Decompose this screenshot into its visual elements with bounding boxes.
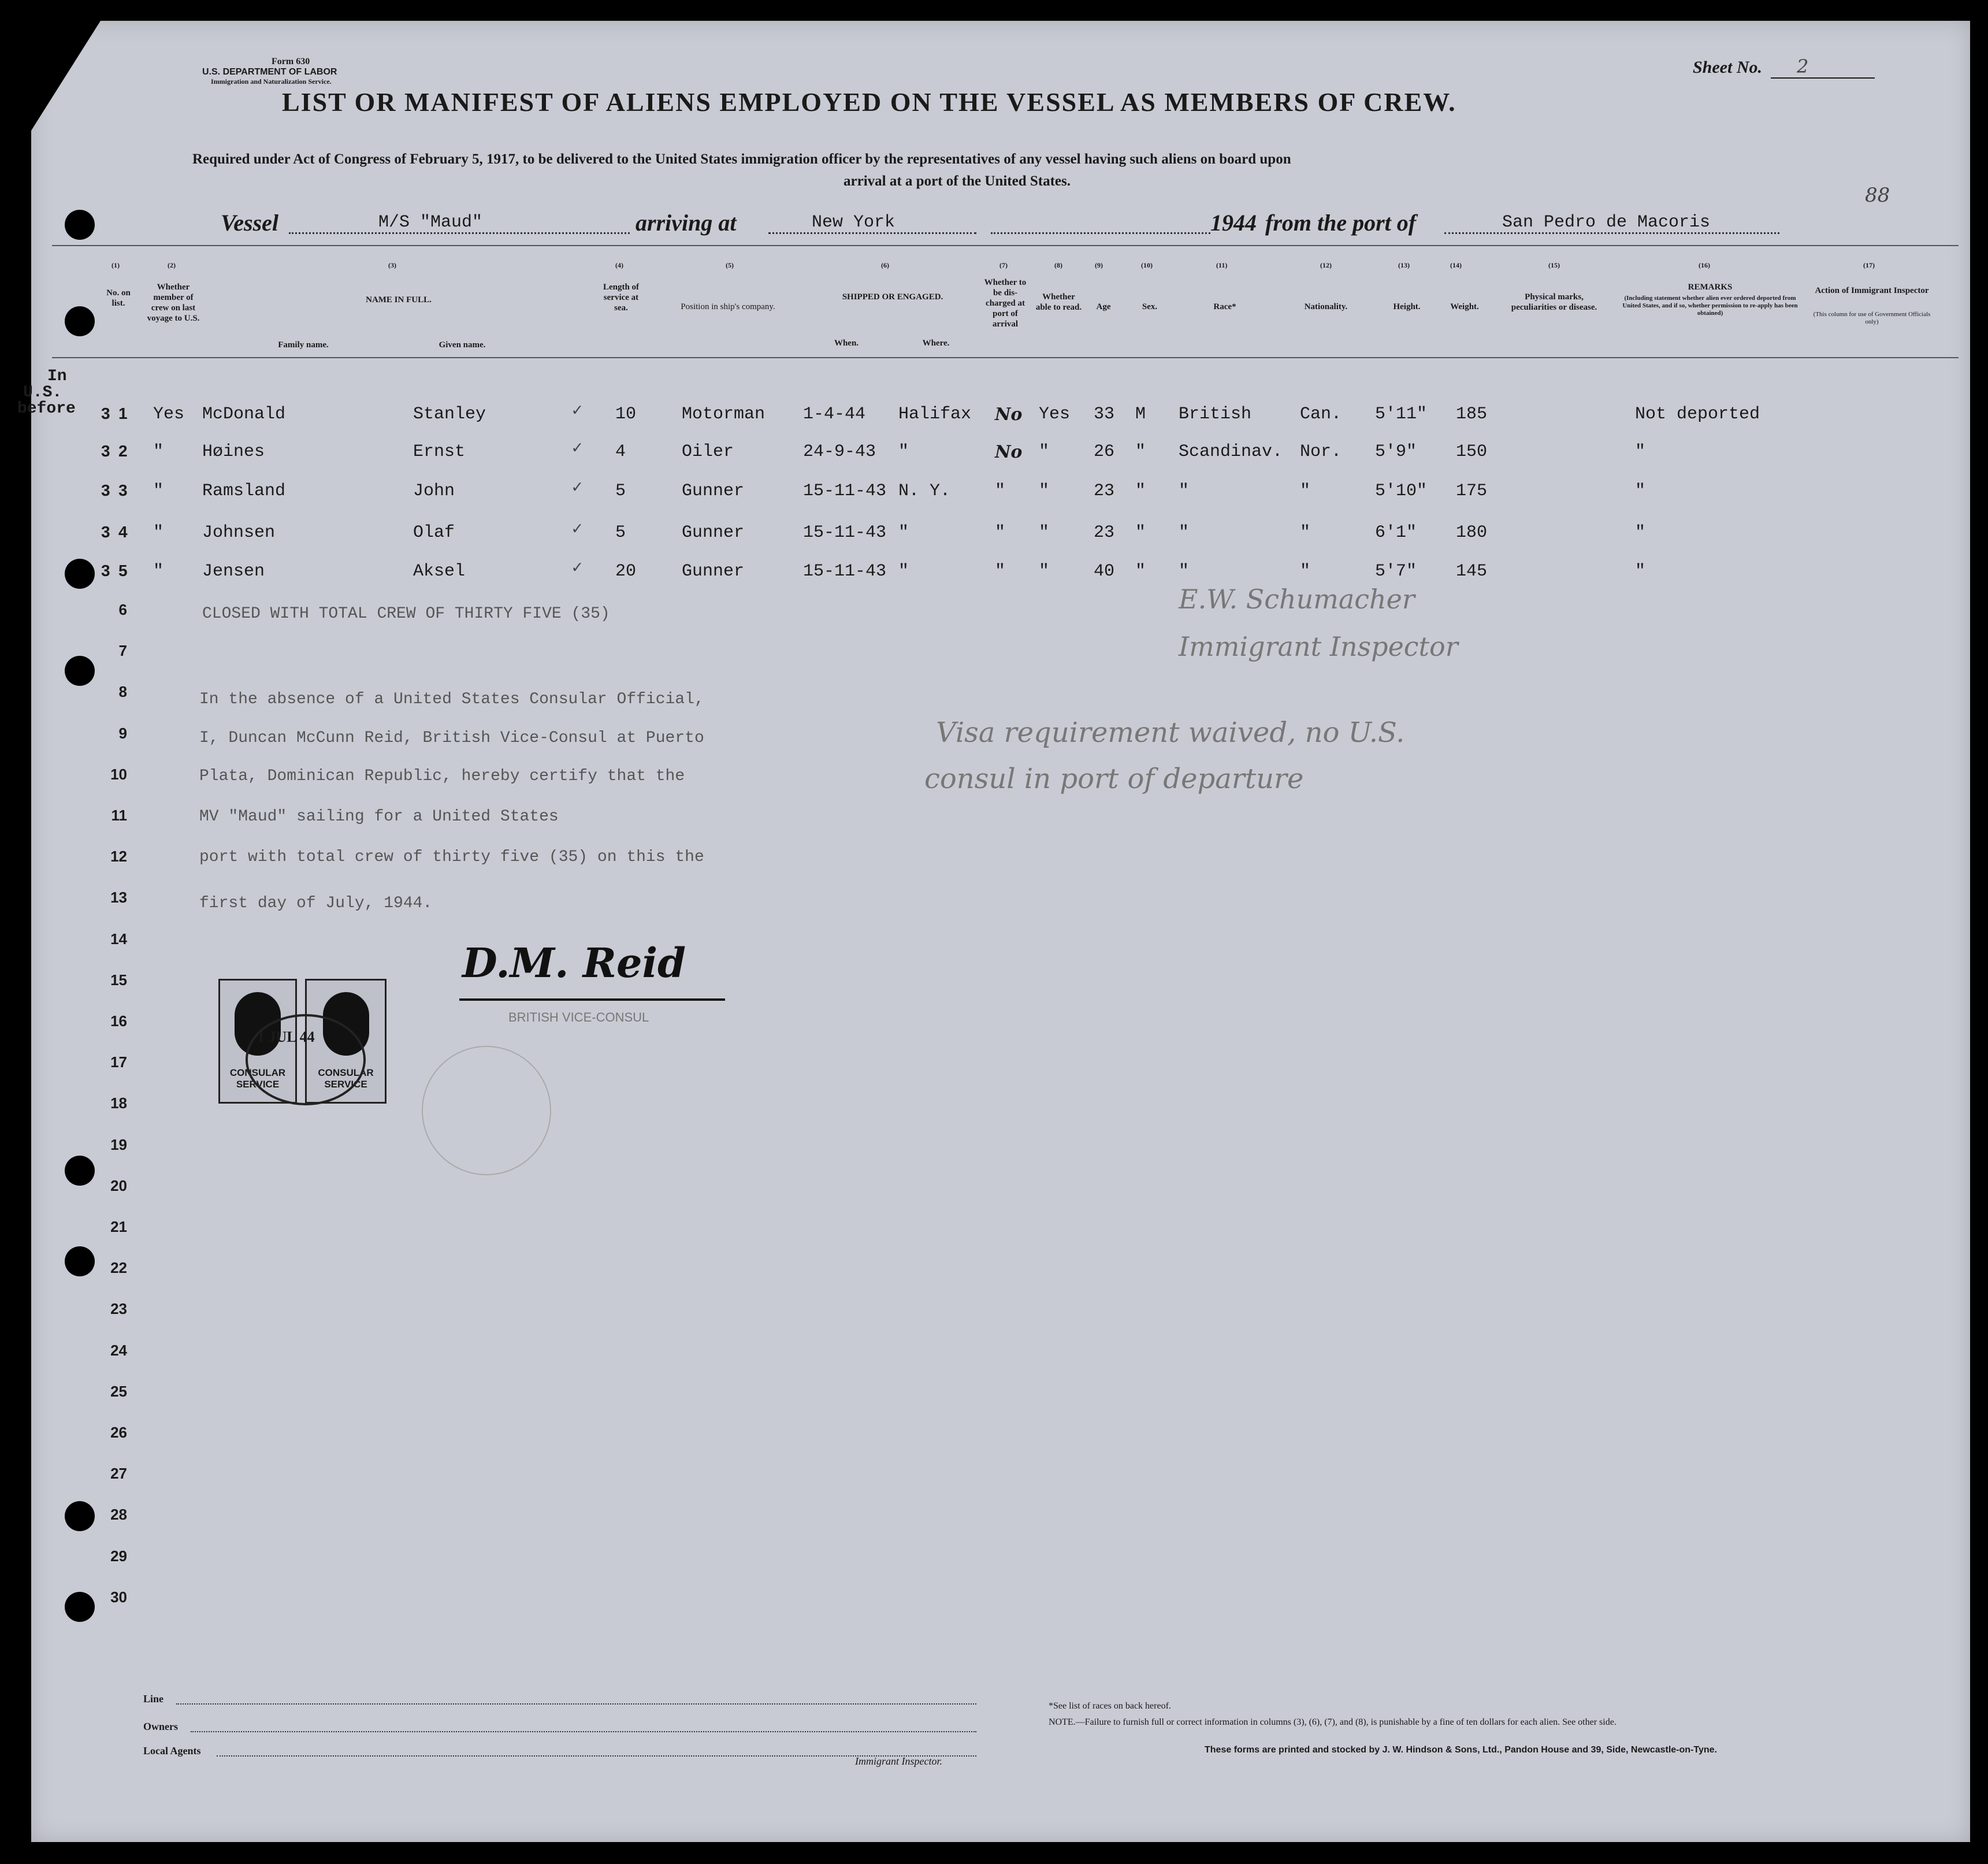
cell-sex: " [1135,523,1146,543]
page-mark: 88 [1865,184,1890,207]
footer-agents-label: Local Agents [143,1745,201,1757]
cell-race: British [1179,404,1252,424]
col-num-15: (15) [1548,261,1560,269]
page-title: LIST OR MANIFEST OF ALIENS EMPLOYED ON THE VESSEL AS MEMBERS OF CREW. [282,87,1456,117]
col-header-nationality: Nationality. [1304,302,1348,311]
line-number: 22 [110,1259,127,1277]
subtitle-line-2: arrival at a port of the United States. [843,173,1071,189]
line-number: 23 [110,1300,127,1318]
col-header-length: Length of service at sea. [603,283,640,313]
line-number: 30 [110,1588,127,1606]
form-number: Form 630 [272,57,310,66]
cell-remarks: " [1635,562,1646,581]
cell-sex: " [1135,442,1146,462]
line-number: 26 [110,1424,127,1441]
col-header-sex: Sex. [1142,302,1158,311]
cell-discharge: No [995,404,1023,425]
check-mark-icon: ✓ [572,478,583,498]
check-mark-icon: ✓ [572,520,583,540]
col-header-name: NAME IN FULL. [366,295,432,305]
cell-race: " [1179,562,1190,581]
line-number: 8 [118,683,127,701]
cell-prior: 3 [101,562,110,580]
margin-note-us: U.S. [23,384,62,402]
cell-given: Olaf [413,523,455,543]
col-num-2: (2) [168,261,176,269]
stamp-label: CONSULAR SERVICE [229,1067,286,1090]
cell-race: Scandinav. [1179,442,1283,462]
cell-family: Ramsland [202,481,286,501]
line-number: 24 [110,1341,127,1359]
cell-height: 5'11" [1375,404,1428,424]
cell-where: " [898,562,909,581]
header-bottom-rule [52,357,1959,358]
cell-nationality: " [1300,481,1311,501]
cell-given: Ernst [413,442,466,462]
footer-owners-label: Owners [143,1721,178,1732]
cell-where: " [898,442,909,462]
vessel-label: Vessel [221,210,278,236]
cell-no: 1 [118,404,128,422]
cell-sex: " [1135,481,1146,501]
folded-corner [31,21,101,131]
cell-when: 15-11-43 [803,481,887,501]
line-number: 11 [111,807,127,824]
cell-read: " [1039,442,1050,462]
cell-height: 5'9" [1375,442,1417,462]
line-number: 29 [110,1547,127,1565]
departure-port: San Pedro de Macoris [1502,213,1711,232]
visa-waiver-note-line-1: Visa requirement waived, no U.S. [936,716,1405,749]
check-mark-icon: ✓ [572,559,583,578]
cell-member: " [153,481,164,501]
cell-nationality: " [1300,523,1311,543]
sheet-number: 2 [1797,55,1809,77]
cell-weight: 145 [1456,562,1488,581]
col-num-12: (12) [1320,261,1332,269]
col-num-9: (9) [1095,261,1103,269]
cell-where: N. Y. [898,481,951,501]
sheet-rule [1771,77,1875,79]
cell-height: 5'7" [1375,562,1417,581]
cell-where: Halifax [898,404,972,424]
line-number: 13 [110,889,127,907]
cell-read: " [1039,523,1050,543]
margin-note-in: In [47,367,67,385]
col-num-1: (1) [112,261,120,269]
certification-line-5: port with total crew of thirty five (35) on this the [199,848,704,866]
departure-port-label: from the port of [1265,210,1417,236]
cell-position: Gunner [682,481,745,501]
inspector-signature: E.W. Schumacher [1179,584,1415,615]
date-underline [991,232,1210,234]
cell-discharge: No [995,442,1023,462]
col-header-physical: Physical marks, peculiarities or disease. [1511,292,1597,312]
certification-line-3: Plata, Dominican Republic, hereby certify that the [199,767,685,785]
line-number: 10 [110,765,127,783]
cell-when: 15-11-43 [803,562,887,581]
check-mark-icon: ✓ [572,402,583,421]
cell-member: " [153,562,164,581]
stamp-label: CONSULAR SERVICE [318,1067,374,1090]
cell-no: 5 [118,562,128,580]
closing-statement: CLOSED WITH TOTAL CREW OF THIRTY FIVE (35) [202,605,610,623]
certification-line-2: I, Duncan McCunn Reid, British Vice-Consul at Puerto [199,729,704,747]
cell-race: " [1179,481,1190,501]
col-header-no: No. on list. [106,288,131,308]
punch-hole [65,656,95,686]
inspector-title-handwritten: Immigrant Inspector [1179,631,1458,662]
cell-read: " [1039,481,1050,501]
line-number: 25 [110,1382,127,1400]
col-header-weight: Weight. [1450,302,1479,311]
vessel-name: M/S "Maud" [378,213,483,232]
col-num-11: (11) [1216,261,1228,269]
col-header-discharge: Whether to be dis-charged at port of arrival [984,278,1027,329]
cell-position: Motorman [682,404,766,424]
stamp-date: 1 JUL 44 [257,1028,315,1045]
cell-weight: 150 [1456,442,1488,462]
cell-position: Gunner [682,523,745,543]
arrival-port: New York [812,213,895,232]
margin-note-before: before [17,400,76,418]
arriving-label: arriving at [636,210,737,236]
cell-weight: 185 [1456,404,1488,424]
line-number: 14 [110,930,127,948]
arrival-underline [768,232,976,234]
footer-inspector-label: Immigrant Inspector. [855,1755,942,1767]
col-header-read: Whether able to read. [1035,292,1082,312]
punch-hole [65,1156,95,1186]
cell-length: 4 [615,442,626,462]
line-number: 7 [118,642,127,660]
cell-where: " [898,523,909,543]
col-header-family: Family name. [278,340,329,350]
line-number: 27 [110,1465,127,1483]
cell-family: Høines [202,442,265,462]
department-name: U.S. DEPARTMENT OF LABOR [202,67,337,77]
cancellation-postmark [246,1014,366,1105]
service-name: Immigration and Naturalization Service. [211,77,332,86]
col-num-3: (3) [388,261,396,269]
cell-sex: " [1135,562,1146,581]
cell-remarks: " [1635,481,1646,501]
col-header-given: Given name. [439,340,486,350]
col-num-7: (7) [999,261,1008,269]
punch-hole [65,1592,95,1622]
col-header-remarks: REMARKS [1688,283,1733,292]
line-number: 12 [110,848,127,866]
footer-printer: These forms are printed and stocked by J. W. Hindson & Sons, Ltd., Pandon House and 39, Side, Newcastle-on-Tyne. [1205,1745,1717,1755]
cell-length: 20 [615,562,637,581]
certification-line-1: In the absence of a United States Consular Official, [199,690,704,708]
line-number: 18 [110,1094,127,1112]
cell-nationality: " [1300,562,1311,581]
consulate-seal [422,1046,551,1175]
col-num-10: (10) [1141,261,1153,269]
arrival-year: 1944 [1210,210,1257,236]
cell-race: " [1179,523,1190,543]
col-header-race: Race* [1213,302,1236,311]
line-number: 15 [110,971,127,989]
subtitle-line-1: Required under Act of Congress of February 5, 1917, to be delivered to the United States immigration officer by the representatives of any vessel having such aliens on board upon [192,151,1291,167]
footer-races-note: *See list of races on back hereof. [1049,1701,1171,1711]
vessel-underline [289,232,630,234]
col-num-14: (14) [1450,261,1462,269]
col-num-8: (8) [1054,261,1062,269]
line-number: 6 [118,601,127,618]
col-num-13: (13) [1398,261,1410,269]
cell-age: 26 [1094,442,1115,462]
header-top-rule [52,245,1959,246]
col-num-16: (16) [1699,261,1710,269]
cell-prior: 3 [101,442,110,460]
cell-no: 4 [118,523,128,541]
col-num-17: (17) [1863,261,1875,269]
cell-member: Yes [153,404,185,424]
cell-no: 2 [118,442,128,460]
cell-position: Oiler [682,442,734,462]
cell-given: John [413,481,455,501]
punch-hole [65,210,95,240]
cell-height: 5'10" [1375,481,1428,501]
consul-signature: D.M. Reid [462,939,686,987]
cell-read: Yes [1039,404,1071,424]
cell-prior: 3 [101,523,110,541]
line-number: 20 [110,1176,127,1194]
cell-weight: 175 [1456,481,1488,501]
departure-underline [1444,232,1779,234]
col-header-height: Height. [1393,302,1421,311]
cell-discharge: " [995,562,1006,581]
cell-family: Jensen [202,562,265,581]
cell-weight: 180 [1456,523,1488,543]
line-number: 17 [110,1053,127,1071]
certification-line-4: MV "Maud" sailing for a United States [199,808,559,826]
line-number: 9 [118,724,127,742]
cell-family: Johnsen [202,523,276,543]
col-header-member: Whether member of crew on last voyage to U.S. [147,283,200,323]
check-mark-icon: ✓ [572,439,583,459]
line-number: 21 [110,1218,127,1235]
cell-read: " [1039,562,1050,581]
cell-given: Stanley [413,404,486,424]
visa-waiver-note-line-2: consul in port of departure [924,763,1304,795]
punch-hole [65,559,95,589]
col-header-remarks-note: (Including statement whether alien ever ordered deported from United States, and if so, whether permission to re-apply has been obtained) [1622,295,1798,317]
cell-nationality: Nor. [1300,442,1342,462]
cell-length: 5 [615,523,626,543]
cell-member: " [153,523,164,543]
line-number: 16 [110,1012,127,1030]
cell-length: 10 [615,404,637,424]
cell-when: 24-9-43 [803,442,876,462]
cell-prior: 3 [101,481,110,499]
col-header-action-note: (This column for use of Government Officials only) [1813,311,1931,325]
cell-age: 23 [1094,481,1115,501]
sheet-label: Sheet No. [1693,58,1762,77]
cell-age: 40 [1094,562,1115,581]
footer-owners-field [191,1731,976,1732]
cell-prior: 3 [101,404,110,422]
line-number: 19 [110,1135,127,1153]
footer-line-field [176,1703,976,1705]
cell-discharge: " [995,523,1006,543]
col-header-action: Action of Immigrant Inspector [1815,286,1929,295]
cell-remarks: Not deported [1635,404,1760,424]
footer-fine-note: NOTE.—Failure to furnish full or correct information in columns (3), (6), (7), and (8), is punishable by a fine of ten dollars for each alien. See other side. [1049,1717,1617,1727]
col-num-4: (4) [615,261,623,269]
col-header-position: Position in ship's company. [681,302,775,311]
cell-remarks: " [1635,523,1646,543]
cell-given: Aksel [413,562,466,581]
cell-remarks: " [1635,442,1646,462]
punch-hole [65,1246,95,1276]
col-header-where: Where. [922,339,950,348]
col-num-6: (6) [881,261,889,269]
cell-discharge: " [995,481,1006,501]
cell-sex: M [1135,404,1146,424]
line-number: 28 [110,1506,127,1524]
cell-length: 5 [615,481,626,501]
cell-family: McDonald [202,404,286,424]
col-num-5: (5) [726,261,734,269]
consul-title: BRITISH VICE-CONSUL [508,1010,649,1024]
col-header-age: Age [1096,302,1111,311]
cell-when: 1-4-44 [803,404,866,424]
col-header-shipped: SHIPPED OR ENGAGED. [842,292,943,302]
cell-no: 3 [118,481,128,499]
cell-height: 6'1" [1375,523,1417,543]
cell-when: 15-11-43 [803,523,887,543]
punch-hole [65,306,95,336]
cell-age: 23 [1094,523,1115,543]
footer-line-label: Line [143,1693,164,1705]
col-header-when: When. [834,339,859,348]
punch-hole [65,1501,95,1531]
cell-age: 33 [1094,404,1115,424]
cell-member: " [153,442,164,462]
cell-position: Gunner [682,562,745,581]
cell-nationality: Can. [1300,404,1342,424]
certification-line-6: first day of July, 1944. [199,894,433,912]
signature-rule [459,998,725,1001]
